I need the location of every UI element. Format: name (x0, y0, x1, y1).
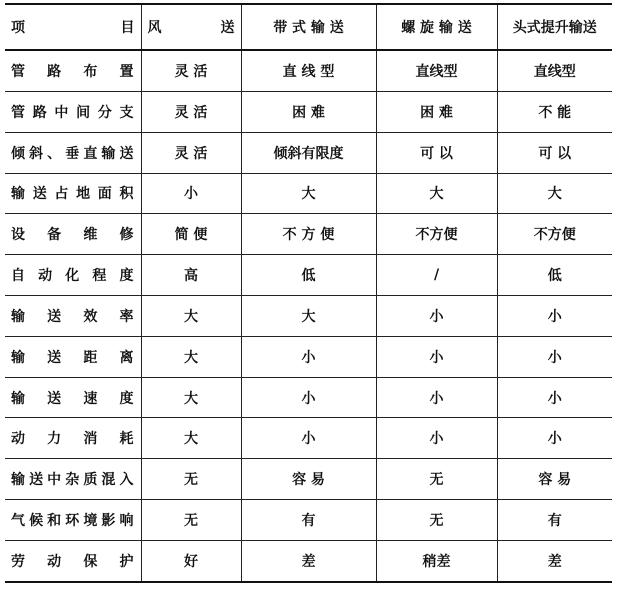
bucket-cell: 直线型 (497, 50, 612, 91)
belt-cell: 容 易 (241, 459, 376, 500)
table-row (5, 500, 612, 541)
header-screw: 螺 旋 输 送 (376, 4, 497, 50)
bucket-cell: 低 (497, 255, 612, 296)
screw-cell: 小 (376, 377, 497, 418)
bucket-cell: 小 (497, 336, 612, 377)
table-body (5, 50, 612, 582)
row-label: 动力消耗 (5, 418, 141, 459)
header-row (5, 4, 612, 50)
comparison-table (5, 3, 612, 583)
bucket-cell: 大 (497, 173, 612, 214)
pneumatic-cell: 好 (141, 540, 241, 582)
table-row (5, 255, 612, 296)
pneumatic-cell: 大 (141, 418, 241, 459)
screw-cell: 小 (376, 336, 497, 377)
belt-cell: 低 (241, 255, 376, 296)
pneumatic-cell: 无 (141, 459, 241, 500)
table-row (5, 132, 612, 173)
screw-cell: 无 (376, 459, 497, 500)
screw-cell: 可 以 (376, 132, 497, 173)
bucket-cell: 小 (497, 296, 612, 337)
table-row (5, 540, 612, 582)
table-row (5, 418, 612, 459)
row-label: 倾斜、垂直输送 (5, 132, 141, 173)
row-label: 劳动保护 (5, 540, 141, 582)
row-label: 设备维修 (5, 214, 141, 255)
belt-cell: 不 方 便 (241, 214, 376, 255)
row-label: 管路中间分支 (5, 91, 141, 132)
pneumatic-cell: 大 (141, 296, 241, 337)
table-row (5, 50, 612, 91)
pneumatic-cell: 无 (141, 500, 241, 541)
table-row (5, 377, 612, 418)
pneumatic-cell: 灵 活 (141, 132, 241, 173)
pneumatic-cell: 简 便 (141, 214, 241, 255)
belt-cell: 大 (241, 296, 376, 337)
screw-cell: 小 (376, 418, 497, 459)
header-item: 项 目 (5, 4, 141, 50)
row-label: 输送中杂质混入 (5, 459, 141, 500)
screw-cell: 稍差 (376, 540, 497, 582)
header-pneumatic: 风 送 (141, 4, 241, 50)
screw-cell: 不方便 (376, 214, 497, 255)
row-label: 输送距离 (5, 336, 141, 377)
row-label: 自动化程度 (5, 255, 141, 296)
bucket-cell: 可 以 (497, 132, 612, 173)
row-label: 输送占地面积 (5, 173, 141, 214)
row-label: 输送速度 (5, 377, 141, 418)
belt-cell: 小 (241, 336, 376, 377)
pneumatic-cell: 灵 活 (141, 91, 241, 132)
table-row (5, 173, 612, 214)
belt-cell: 困 难 (241, 91, 376, 132)
pneumatic-cell: 大 (141, 336, 241, 377)
row-label: 输送效率 (5, 296, 141, 337)
bucket-cell: 小 (497, 418, 612, 459)
table-row (5, 91, 612, 132)
belt-cell: 差 (241, 540, 376, 582)
screw-cell: 无 (376, 500, 497, 541)
bucket-cell: 有 (497, 500, 612, 541)
table-row (5, 296, 612, 337)
table-row (5, 459, 612, 500)
belt-cell: 倾斜有限度 (241, 132, 376, 173)
bucket-cell: 差 (497, 540, 612, 582)
belt-cell: 小 (241, 377, 376, 418)
pneumatic-cell: 大 (141, 377, 241, 418)
table-header (5, 4, 612, 50)
bucket-cell: 不方便 (497, 214, 612, 255)
screw-cell: 直线型 (376, 50, 497, 91)
pneumatic-cell: 灵 活 (141, 50, 241, 91)
screw-cell: / (376, 255, 497, 296)
belt-cell: 直 线 型 (241, 50, 376, 91)
bucket-cell: 不 能 (497, 91, 612, 132)
pneumatic-cell: 小 (141, 173, 241, 214)
pneumatic-cell: 高 (141, 255, 241, 296)
row-label: 气候和环境影响 (5, 500, 141, 541)
screw-cell: 小 (376, 296, 497, 337)
belt-cell: 有 (241, 500, 376, 541)
table-row (5, 336, 612, 377)
bucket-cell: 小 (497, 377, 612, 418)
screw-cell: 困 难 (376, 91, 497, 132)
screw-cell: 大 (376, 173, 497, 214)
row-label: 管路布置 (5, 50, 141, 91)
header-bucket: 头式提升输送 (497, 4, 612, 50)
bucket-cell: 容 易 (497, 459, 612, 500)
belt-cell: 小 (241, 418, 376, 459)
belt-cell: 大 (241, 173, 376, 214)
header-belt: 带 式 输 送 (241, 4, 376, 50)
table-row (5, 214, 612, 255)
